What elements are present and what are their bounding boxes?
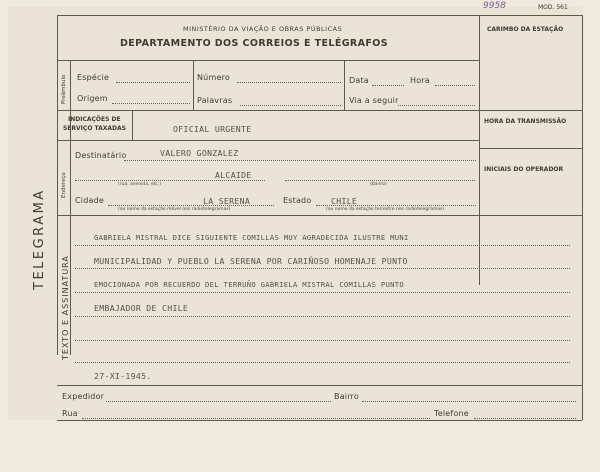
text-line	[75, 245, 570, 246]
cidade-label: Cidade	[75, 196, 104, 205]
rule-preamble-bottom	[57, 110, 582, 111]
street-hint: (rua, avenida, etc.)	[118, 182, 162, 187]
street-field[interactable]	[75, 180, 265, 181]
estado-label: Estado	[283, 196, 312, 205]
message-line-3: EMOCIONADA POR RECUERDO DEL TERRUÑO GABRIELA MISTRAL COMILLAS PUNTO	[94, 280, 405, 289]
text-line	[75, 268, 570, 269]
sender-bairro-field[interactable]	[362, 401, 576, 402]
telefone-field[interactable]	[474, 418, 576, 419]
rule-text-bottom	[57, 385, 582, 386]
estado-hint: (ou nome da estação terrestre nos radiotelegramas)	[326, 207, 445, 212]
bairro-label: Bairro	[334, 392, 359, 401]
rule-operator-bottom	[479, 215, 582, 216]
estado-value: CHILE	[331, 196, 358, 206]
transmission-time-label: HORA DA TRANSMISSÃO	[484, 118, 567, 125]
operator-initials-label: INICIAIS DO OPERADOR	[484, 166, 564, 173]
address-side-label: Endereço	[61, 172, 67, 198]
text-line	[75, 362, 570, 363]
message-line-4: EMBAJADOR DE CHILE	[94, 303, 189, 313]
rule-form-bottom	[57, 420, 582, 421]
cidade-hint: (ou nome da estação móvel nos radiotelegramas)	[118, 207, 231, 212]
telegrama-side-label: TELEGRAMA	[32, 188, 47, 290]
via-label: Via a seguir	[349, 96, 399, 105]
rua-field[interactable]	[82, 418, 430, 419]
rua-label: Rua	[62, 409, 78, 418]
numero-field[interactable]	[237, 82, 341, 83]
data-field[interactable]	[372, 85, 404, 86]
telefone-label: Telefone	[434, 409, 469, 418]
services-value: OFICIAL URGENTE	[173, 124, 252, 134]
rule-services-bottom	[57, 140, 479, 141]
hora-field[interactable]	[435, 85, 475, 86]
message-line-1: GABRIELA MISTRAL DICE SIGUIENTE COMILLAS MUY AGRADECIDA ILUSTRE MUNI	[94, 233, 409, 242]
telegram-form	[8, 7, 583, 420]
station-stamp-label: CARIMBO DA ESTAÇÃO	[487, 26, 564, 33]
cidade-value: LA SERENA	[203, 196, 251, 206]
expedidor-label: Expedidor	[62, 392, 105, 401]
palavras-label: Palavras	[197, 96, 233, 105]
services-label-2: SERVIÇO TAXADAS	[63, 125, 126, 132]
services-label-1: INDICAÇÕES DE	[68, 116, 121, 123]
rule-transmission-bottom	[479, 148, 582, 149]
rule-services-sep	[132, 110, 133, 140]
numero-label: Número	[197, 73, 230, 82]
rule-top	[57, 15, 582, 16]
ministry-title: MINISTÉRIO DA VIAÇÃO E OBRAS PÚBLICAS	[183, 25, 343, 33]
department-title: DEPARTAMENTO DOS CORREIOS E TELÉGRAFOS	[120, 38, 388, 49]
form-number: 9958	[483, 1, 506, 11]
text-line	[75, 292, 570, 293]
preamble-side-label: Preâmbulo	[61, 74, 67, 104]
palavras-field[interactable]	[240, 105, 341, 106]
especie-label: Espécie	[77, 73, 110, 82]
hora-label: Hora	[410, 76, 430, 85]
especie-field[interactable]	[116, 82, 190, 83]
via-field[interactable]	[398, 105, 475, 106]
message-line-2: MUNICIPALIDAD Y PUEBLO LA SERENA POR CARIÑOSO HOMENAJE PUNTO	[94, 256, 408, 266]
destinatario-label: Destinatário	[75, 151, 127, 160]
message-date: 27-XI-1945.	[94, 371, 152, 381]
rule-left	[57, 15, 58, 355]
text-line	[75, 340, 570, 341]
text-signature-side-label: TEXTO E ASSINATURA	[61, 255, 70, 360]
destinatario-field[interactable]	[124, 160, 476, 161]
rule-preamble-top	[57, 60, 479, 61]
origem-field[interactable]	[112, 103, 190, 104]
expedidor-field[interactable]	[106, 401, 331, 402]
rule-address-bottom	[57, 215, 479, 216]
rule-preamble-col1	[193, 60, 194, 110]
text-line	[75, 316, 570, 317]
rule-right-edge	[582, 15, 583, 420]
data-label: Data	[349, 76, 369, 85]
rule-preamble-col2	[344, 60, 345, 110]
destinatario-value: VALERO GONZALEZ	[160, 148, 239, 158]
origem-label: Origem	[77, 94, 108, 103]
model-number: MOD. 561	[538, 4, 568, 11]
bairro-field[interactable]	[285, 180, 475, 181]
bairro-hint: (bairro)	[370, 182, 387, 187]
address-line-2: ALCAIDE	[215, 170, 252, 180]
rule-label-column	[70, 60, 71, 355]
